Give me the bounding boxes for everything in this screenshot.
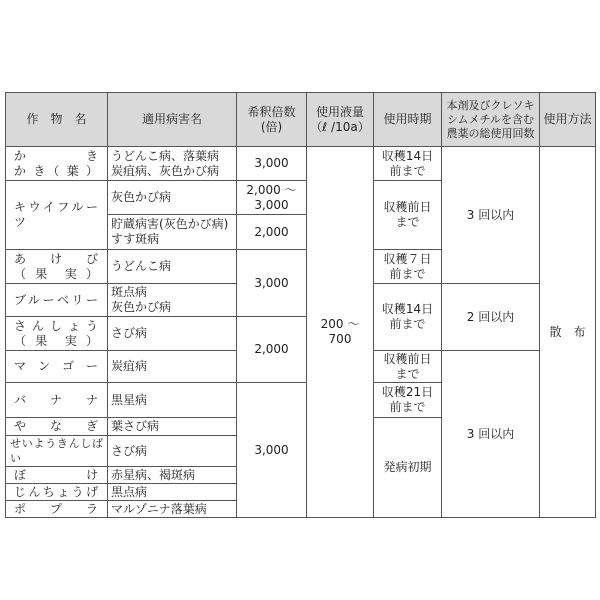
header-disease: 適用病害名 bbox=[108, 93, 237, 147]
crop-name-akebi: あ け び （ 果 実 ） bbox=[6, 250, 108, 284]
crop-name-blueberry: ブルーベリー bbox=[6, 284, 108, 317]
application-method: 散 布 bbox=[540, 147, 596, 518]
total-use-group3: 3 回以内 bbox=[442, 351, 540, 518]
table-row bbox=[6, 147, 596, 181]
disease-mango: 炭疽病 bbox=[108, 351, 237, 383]
crop-name-kiwi: キウイフルーツ bbox=[6, 181, 108, 250]
dilution-kiwi-storage: 2,000 bbox=[237, 215, 307, 250]
disease-yanagi: 葉さび病 bbox=[108, 418, 237, 436]
header-timing: 使用時期 bbox=[374, 93, 442, 147]
crop-name-jinchouge: じんちょうげ bbox=[6, 484, 108, 501]
header-total-use: 本剤及びクレソキ シムメチルを含む 農薬の総使用回数 bbox=[442, 93, 540, 147]
dilution-banana-to-popura: 3,000 bbox=[237, 383, 307, 518]
header-method: 使用方法 bbox=[540, 93, 596, 147]
crop-name-yanagi: や な ぎ bbox=[6, 418, 108, 436]
header-row bbox=[6, 93, 596, 147]
total-use-group2: 2 回以内 bbox=[442, 284, 540, 351]
crop-name-mango: マ ン ゴ ー bbox=[6, 351, 108, 383]
crop-name-popura: ポ プ ラ bbox=[6, 501, 108, 518]
disease-seiyoukinshibai: さび病 bbox=[108, 436, 237, 467]
header-liquid-amount: 使用液量 （ℓ /10a） bbox=[307, 93, 374, 147]
header-dilution: 希釈倍数 (倍) bbox=[237, 93, 307, 147]
dilution-akebi-blueberry: 3,000 bbox=[237, 250, 307, 317]
header-crop: 作 物 名 bbox=[6, 93, 108, 147]
disease-boke: 赤星病、褐斑病 bbox=[108, 467, 237, 484]
timing-kaki: 収穫14日 前まで bbox=[374, 147, 442, 181]
disease-jinchouge: 黒点病 bbox=[108, 484, 237, 501]
disease-banana: 黒星病 bbox=[108, 383, 237, 418]
disease-kiwi-storage: 貯蔵病害(灰色かび病) すす斑病 bbox=[108, 215, 237, 250]
timing-blueberry-sansho: 収穫14日 前まで bbox=[374, 284, 442, 351]
disease-popura: マルゾニナ落葉病 bbox=[108, 501, 237, 518]
crop-name-sansho: さんしょう （ 果 実 ） bbox=[6, 317, 108, 351]
disease-sansho: さび病 bbox=[108, 317, 237, 351]
disease-akebi: うどんこ病 bbox=[108, 250, 237, 284]
total-use-group1: 3 回以内 bbox=[442, 147, 540, 284]
crop-name-seiyoukinshibai: せいようきんしばい bbox=[6, 436, 108, 467]
timing-kiwi: 収穫前日 まで bbox=[374, 181, 442, 250]
timing-akebi: 収穫７日 前まで bbox=[374, 250, 442, 284]
crop-name-banana: バ ナ ナ bbox=[6, 383, 108, 418]
disease-kaki: うどんこ病、落葉病 炭疽病、灰色かび病 bbox=[108, 147, 237, 181]
timing-mango: 収穫前日 まで bbox=[374, 351, 442, 383]
dilution-sansho-mango: 2,000 bbox=[237, 317, 307, 383]
crop-name-kaki: か き か き（ 葉 ） bbox=[6, 147, 108, 181]
timing-banana: 収穫21日 前まで bbox=[374, 383, 442, 418]
disease-blueberry: 斑点病 灰色かび病 bbox=[108, 284, 237, 317]
pesticide-application-table bbox=[5, 92, 596, 518]
dilution-kaki: 3,000 bbox=[237, 147, 307, 181]
crop-name-boke: ぼ け bbox=[6, 467, 108, 484]
timing-ornamentals: 発病初期 bbox=[374, 418, 442, 518]
liquid-amount: 200 ～ 700 bbox=[307, 147, 374, 518]
dilution-kiwi-gray-mold: 2,000 ～ 3,000 bbox=[237, 181, 307, 215]
disease-kiwi-gray-mold: 灰色かび病 bbox=[108, 181, 237, 215]
